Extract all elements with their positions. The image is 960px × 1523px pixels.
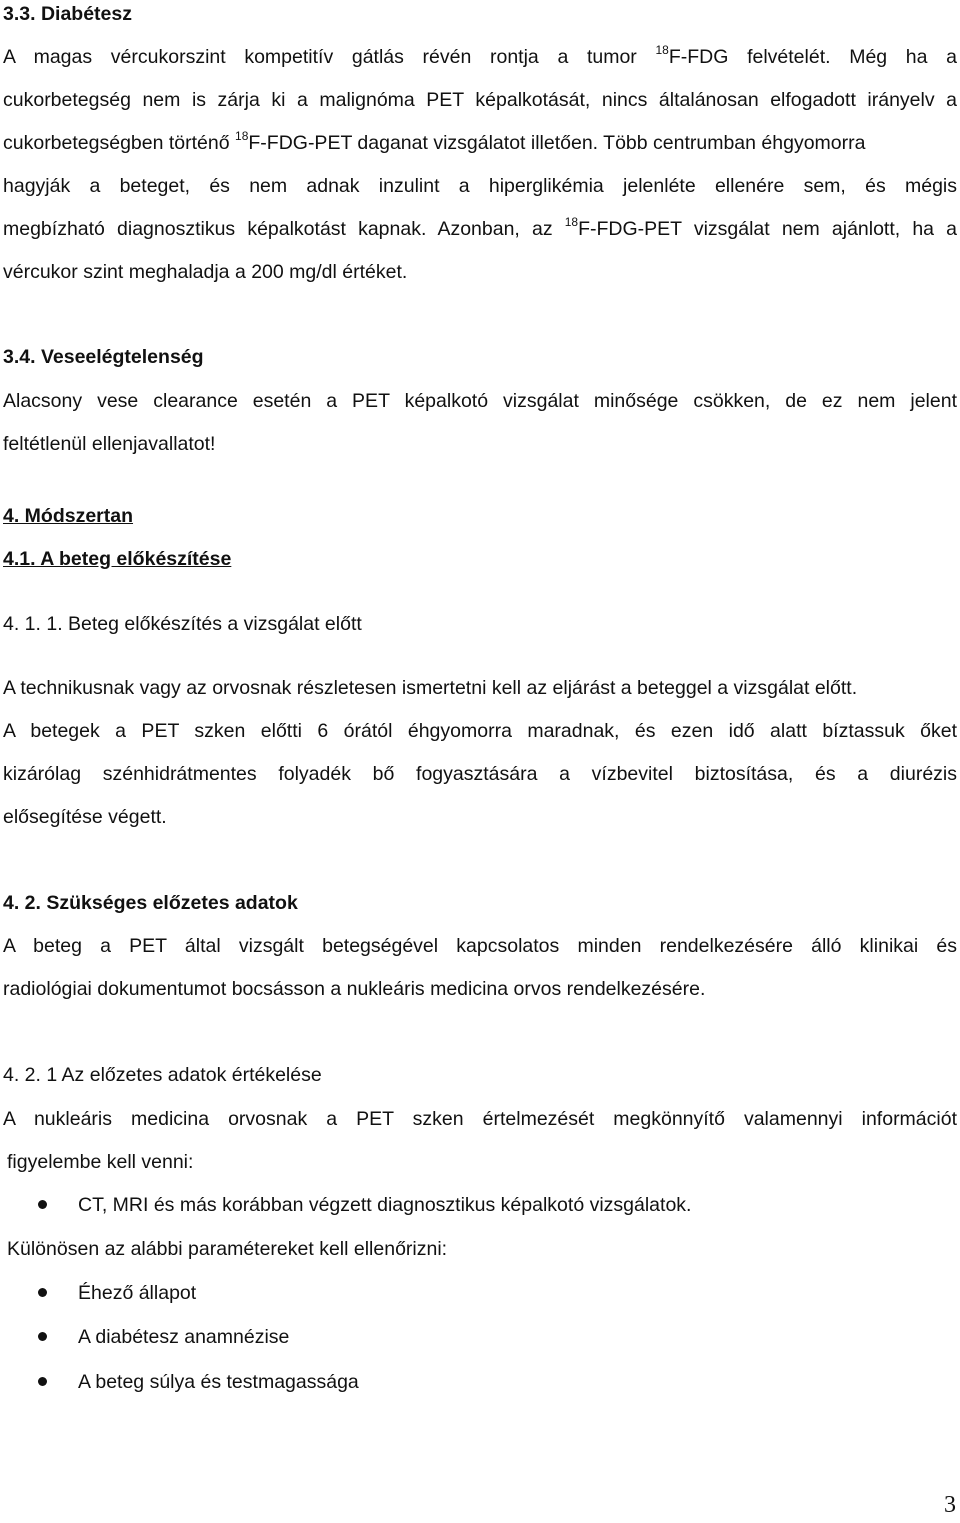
list-item: Éhező állapot xyxy=(78,1282,197,1304)
paragraph-line: A beteg a PET által vizsgált betegségével kapcsolatos minden rendelkezésére álló klinikai és xyxy=(3,935,957,957)
paragraph-line: megbízható diagnosztikus képalkotást kapnak. Azonban, az $^{18}$F-FDG-PET vizsgálat nem ajánlott, ha a xyxy=(3,215,957,240)
paragraph-line: feltétlenül ellenjavallatot! xyxy=(3,433,216,455)
bullet-icon xyxy=(38,1288,47,1297)
bullet-icon xyxy=(38,1377,47,1386)
paragraph-line: A betegek a PET szken előtti 6 órától éhgyomorra maradnak, és ezen idő alatt bíztassuk őket xyxy=(3,720,957,742)
paragraph-line: A nukleáris medicina orvosnak a PET szken értelmezését megkönnyítő valamennyi információt xyxy=(3,1108,957,1130)
section-heading-3-3: 3.3. Diabétesz xyxy=(3,3,132,25)
section-heading-4-2: 4. 2. Szükséges előzetes adatok xyxy=(3,892,298,914)
chapter-heading-4: 4. Módszertan xyxy=(3,505,134,527)
bullet-icon xyxy=(38,1332,47,1341)
paragraph-line: Különösen az alábbi paramétereket kell ellenőrizni: xyxy=(7,1238,448,1260)
subsection-heading-4-2-1: 4. 2. 1 Az előzetes adatok értékelése xyxy=(3,1064,322,1086)
list-item: A beteg súlya és testmagassága xyxy=(78,1371,359,1393)
bullet-icon xyxy=(38,1200,47,1209)
paragraph-line: vércukor szint meghaladja a 200 mg/dl értéket. xyxy=(3,261,408,283)
subsection-heading-4-1-1: 4. 1. 1. Beteg előkészítés a vizsgálat előtt xyxy=(3,613,362,635)
paragraph-line: figyelembe kell venni: xyxy=(7,1151,194,1173)
list-item: CT, MRI és más korábban végzett diagnosztikus képalkotó vizsgálatok. xyxy=(78,1194,692,1216)
paragraph-line: radiológiai dokumentumot bocsásson a nukleáris medicina orvos rendelkezésére. xyxy=(3,978,706,1000)
paragraph-line: A technikusnak vagy az orvosnak részletesen ismertetni kell az eljárást a beteggel a vizsgálat előtt. xyxy=(3,677,858,699)
paragraph-line: kizárólag szénhidrátmentes folyadék bő fogyasztására a vízbevitel biztosítása, és a diurézis xyxy=(3,763,957,785)
page-number: 3 xyxy=(944,1492,956,1518)
paragraph-line: elősegítése végett. xyxy=(3,806,167,828)
paragraph-line: A magas vércukorszint kompetitív gátlás révén rontja a tumor $^{18}$F-FDG felvételét. Még ha a xyxy=(3,43,958,68)
paragraph-line: cukorbetegség nem is zárja ki a malignóma PET képalkotását, nincs általánosan elfogadott irányelv a xyxy=(3,89,957,111)
paragraph-line: cukorbetegségben történő $^{18}$F-FDG-PET daganat vizsgálatot illetően. Több centrumban éhgyomorra xyxy=(3,129,866,154)
paragraph-line: Alacsony vese clearance esetén a PET képalkotó vizsgálat minősége csökken, de ez nem jelent xyxy=(3,390,957,412)
section-heading-4-1: 4.1. A beteg előkészítése xyxy=(3,548,232,570)
paragraph-line: hagyják a beteget, és nem adnak inzulint a hiperglikémia jelenléte ellenére sem, és mégis xyxy=(3,175,957,197)
list-item: A diabétesz anamnézise xyxy=(78,1326,290,1348)
section-heading-3-4: 3.4. Veseelégtelenség xyxy=(3,346,204,368)
